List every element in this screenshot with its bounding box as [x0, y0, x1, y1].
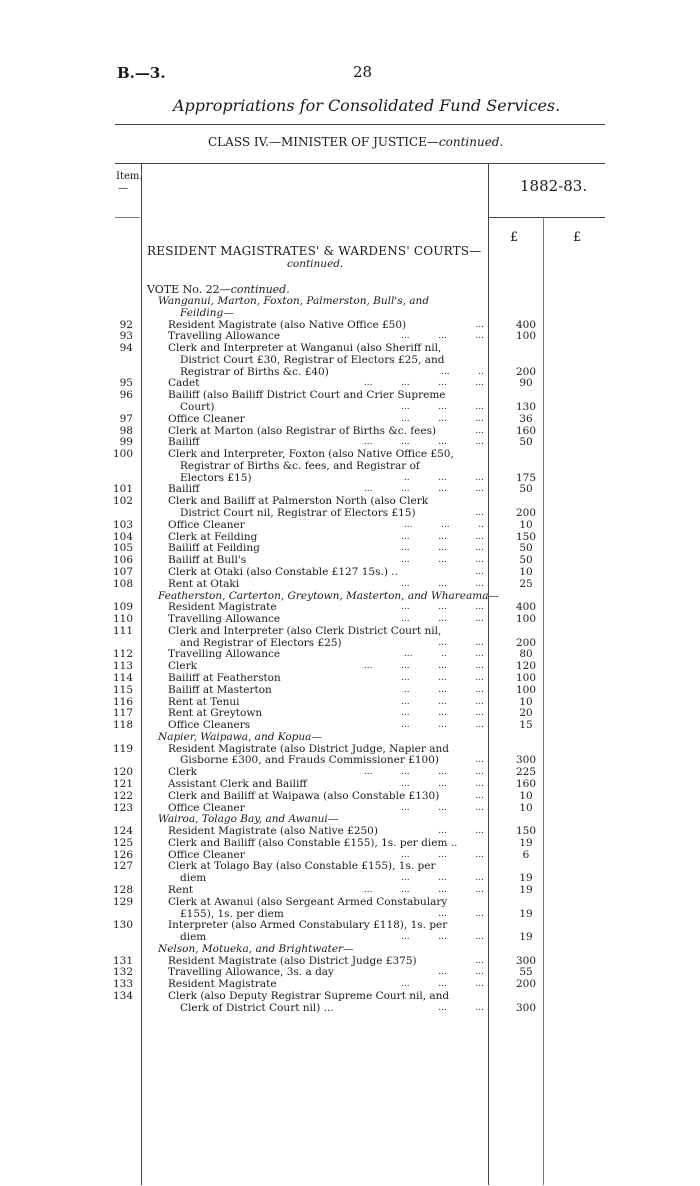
item-number: 129	[112, 895, 133, 908]
item-description: Clerk and Bailiff at Palmerston North (also Clerk	[168, 495, 429, 508]
item-number: 109	[112, 601, 133, 614]
item-number: 119	[112, 742, 133, 755]
amount-value: 55	[519, 966, 533, 979]
amount-value: 36	[519, 412, 533, 425]
vote-continued: continued.	[230, 283, 290, 296]
leader-dots: ... ... ...	[401, 402, 484, 413]
item-description: Resident Magistrate	[168, 601, 277, 614]
leader-dots: ...	[475, 955, 484, 966]
item-number: 108	[112, 577, 133, 590]
leader-dots: ... .. ...	[403, 649, 484, 660]
class-title	[208, 135, 503, 149]
document-code: B.—3.	[117, 64, 166, 82]
amount-value: 160	[515, 424, 537, 437]
item-number: 104	[112, 530, 133, 543]
amount-value: 100	[515, 671, 537, 684]
leader-dots: ...	[475, 566, 484, 577]
item-number: 133	[112, 978, 133, 991]
leader-dots: ... ...	[438, 908, 484, 919]
item-description: Travelling Allowance	[168, 330, 281, 343]
item-number: 121	[112, 777, 133, 790]
amount-value: 150	[515, 825, 537, 838]
item-description: Bailiff	[168, 436, 200, 449]
item-number: 125	[112, 836, 133, 849]
item-description: Rent at Otaki	[168, 577, 240, 590]
item-number: 92	[119, 318, 133, 331]
amount-value: 19	[519, 884, 533, 896]
leader-dots: ... ... ...	[401, 708, 484, 719]
item-number: 127	[112, 860, 133, 873]
item-description: Office Cleaner	[168, 412, 245, 425]
amount-value: 200	[515, 365, 537, 378]
item-description: Resident Magistrate	[168, 978, 277, 991]
item-description: Clerk of District Court nil) ...	[180, 1001, 334, 1014]
amount-value: 400	[515, 601, 537, 614]
item-description: Gisborne £300, and Frauds Commissioner £100)	[180, 754, 439, 767]
leader-dots: ... ... ...	[401, 849, 484, 860]
item-header-dash: —	[118, 183, 128, 194]
amount-value: 20	[519, 707, 533, 720]
item-description: Interpreter (also Armed Constabulary £118), 1s. per	[168, 919, 448, 932]
leader-dots: ... ... ...	[401, 555, 484, 566]
header-bottom-rule	[488, 217, 605, 218]
item-description: Clerk	[168, 660, 197, 673]
amount-value: 100	[515, 330, 537, 343]
item-number: 110	[112, 613, 133, 626]
leader-dots: ... ... ...	[401, 696, 484, 707]
left-stub-rule	[115, 217, 140, 218]
item-number: 134	[112, 990, 133, 1003]
item-number: 102	[112, 495, 133, 508]
item-number: 113	[112, 660, 133, 673]
item-number: 99	[119, 436, 133, 449]
item-description: Clerk and Interpreter (also Clerk District Court nil,	[168, 624, 442, 637]
amount-value: 10	[519, 695, 533, 708]
amount-value: 50	[519, 483, 533, 496]
item-description: Bailiff	[168, 483, 200, 496]
item-description: Wanganui, Marton, Foxton, Palmerston, Bull's, and	[158, 295, 430, 307]
amount-value: 50	[519, 436, 533, 449]
amount-value: 300	[515, 1001, 537, 1014]
item-number: 106	[112, 554, 133, 567]
leader-dots: ... ...	[438, 637, 484, 648]
leader-dots: ... ... ... ...	[363, 484, 484, 495]
item-description: Napier, Waipawa, and Kopua—	[158, 730, 322, 743]
leader-dots: ... ... ...	[401, 543, 484, 554]
amount-value: 6	[522, 848, 530, 861]
item-description: Registrar of Births &c. fees, and Registrar of	[180, 459, 420, 472]
amount-value: 300	[515, 754, 537, 767]
pound-sign-amount: £	[510, 230, 519, 245]
item-description: Clerk and Bailiff at Waipawa (also Constable £130)	[168, 789, 440, 802]
item-number: 107	[112, 565, 133, 578]
year-header: 1882-83.	[520, 177, 588, 195]
amount-value: 50	[519, 542, 533, 555]
item-description: Resident Magistrate (also District Judge, Napier and	[168, 742, 449, 755]
leader-dots: ... ... ...	[401, 802, 484, 813]
amount-value: 80	[519, 648, 533, 661]
item-description: Bailiff at Feilding	[168, 542, 260, 555]
item-description: Rent	[168, 884, 194, 896]
item-description: Clerk and Bailiff (also Constable £155), 1s. per diem ..	[168, 836, 458, 849]
item-description: Bailiff at Featherston	[168, 671, 281, 684]
item-description: Travelling Allowance	[168, 613, 281, 626]
leader-dots: ...	[475, 755, 484, 766]
amount-value: 200	[515, 636, 537, 649]
item-description: District Court £30, Registrar of Electors £25, and	[180, 353, 445, 366]
leader-dots: ...	[475, 319, 484, 330]
item-description: Clerk at Marton (also Registrar of Births &c. fees)	[168, 424, 437, 437]
item-description: Bailiff at Bull's	[168, 554, 247, 567]
item-number: 130	[112, 919, 133, 932]
amount-value: 100	[515, 683, 537, 696]
item-description: Feilding—	[180, 306, 234, 319]
item-description: Clerk at Feilding	[168, 530, 258, 543]
amount-value: 225	[515, 766, 537, 779]
amount-value: 130	[515, 401, 537, 414]
amount-value: 50	[519, 554, 533, 567]
item-number: 126	[112, 848, 133, 861]
leader-dots: ... ... ...	[401, 531, 484, 542]
item-number: 93	[119, 330, 133, 343]
item-description: Featherston, Carterton, Greytown, Masterton, and Whareama—	[158, 589, 499, 602]
page-number: 28	[353, 63, 373, 81]
class-title-suffix: continued.	[438, 135, 504, 149]
item-number: 131	[112, 954, 133, 967]
class-title-main: CLASS IV.—MINISTER OF JUSTICE—	[208, 135, 439, 149]
leader-dots: ... ... ... ...	[363, 767, 484, 778]
item-description: Clerk (also Deputy Registrar Supreme Court nil, and	[168, 990, 450, 1003]
amount-value: 19	[519, 836, 533, 849]
item-header: Item.	[116, 171, 143, 182]
amount-value: 200	[515, 978, 537, 991]
leader-dots: ...	[475, 425, 484, 436]
item-number: 100	[112, 448, 133, 461]
item-description: and Registrar of Electors £25)	[180, 636, 342, 649]
item-description: Clerk at Otaki (also Constable £127 15s.) ..	[168, 565, 398, 578]
leader-dots: ... ... ...	[401, 778, 484, 789]
item-column-divider	[141, 163, 142, 1185]
leader-dots: ... ... ...	[401, 979, 484, 990]
item-number: 112	[112, 648, 133, 661]
amount-value: 200	[515, 507, 537, 520]
amount-value: 90	[519, 377, 533, 390]
leader-dots: ... ... ...	[401, 932, 484, 943]
leader-dots: .. ... ...	[403, 472, 484, 483]
item-number: 96	[119, 389, 133, 402]
leader-dots: ... ...	[438, 1002, 484, 1013]
amount-value: 19	[519, 907, 533, 920]
amount-value: 25	[519, 577, 533, 590]
item-description: Wairoa, Tolago Bay, and Awanui—	[158, 813, 339, 826]
amount-value: 10	[519, 565, 533, 578]
item-description: Office Cleaners	[168, 719, 251, 732]
item-description: Nelson, Motueka, and Brightwater—	[158, 942, 354, 955]
item-number: 120	[112, 766, 133, 779]
item-number: 103	[112, 518, 133, 531]
item-description: Cadet	[168, 377, 200, 390]
item-description: Clerk	[168, 766, 197, 779]
item-number: 94	[119, 342, 133, 355]
item-description: Electors £15)	[180, 471, 252, 484]
leader-dots: ... ... ...	[401, 873, 484, 884]
item-description: Resident Magistrate (also Native £250)	[168, 825, 378, 838]
leader-dots: ... ... ...	[401, 602, 484, 613]
item-description: District Court nil, Registrar of Electors £15)	[180, 507, 416, 520]
section-heading: RESIDENT MAGISTRATES' & WARDENS' COURTS—	[147, 244, 482, 258]
leader-dots: ...	[475, 790, 484, 801]
amount-value: 10	[519, 789, 533, 802]
item-number: 116	[112, 695, 133, 708]
item-description: Rent at Greytown	[168, 707, 263, 720]
leader-dots: ... ..	[441, 366, 484, 377]
leader-dots: ... ... ...	[401, 614, 484, 625]
item-description: Bailiff (also Bailiff District Court and Crier Supreme	[168, 389, 446, 402]
item-description: diem	[180, 931, 207, 944]
item-description: Clerk at Awanui (also Sergeant Armed Constabulary	[168, 895, 448, 908]
item-number: 95	[119, 377, 133, 390]
item-description: Assistant Clerk and Bailiff	[168, 777, 307, 790]
top-rule	[115, 124, 605, 125]
amount-value: 300	[515, 954, 537, 967]
item-number: 111	[112, 624, 133, 637]
item-description: Court)	[180, 401, 215, 414]
item-description: Office Cleaner	[168, 848, 245, 861]
leader-dots: ... ... ... ...	[363, 378, 484, 389]
item-description: Office Cleaner	[168, 801, 245, 814]
item-description: Travelling Allowance	[168, 648, 281, 661]
item-number: 128	[112, 884, 133, 896]
item-number: 97	[119, 412, 133, 425]
leader-dots: ...	[475, 508, 484, 519]
item-number: 132	[112, 966, 133, 979]
amount-value: 100	[515, 613, 537, 626]
item-number: 105	[112, 542, 133, 555]
item-description: Clerk at Tolago Bay (also Constable £155), 1s. per	[168, 860, 436, 873]
item-description: Registrar of Births &c. £40)	[180, 365, 329, 378]
table-top-rule	[115, 163, 605, 164]
item-description: £155), 1s. per diem	[180, 907, 284, 920]
item-number: 114	[112, 671, 133, 684]
item-number: 98	[119, 424, 133, 437]
leader-dots: ... ... ... ...	[363, 885, 484, 895]
leader-dots: ... ...	[438, 826, 484, 837]
leader-dots: ... ... ..	[403, 519, 484, 530]
section-continued: continued.	[287, 258, 344, 270]
amount-value: 19	[519, 872, 533, 885]
leader-dots: ... ... ... ...	[363, 661, 484, 672]
leader-dots: ... ... ...	[401, 578, 484, 589]
item-number: 117	[112, 707, 133, 720]
leader-dots: ... ... ... ...	[363, 437, 484, 448]
amount-value: 10	[519, 518, 533, 531]
item-description: Rent at Tenui	[168, 695, 240, 708]
amount-value: 400	[515, 318, 537, 331]
leader-dots: .. ... ...	[403, 684, 484, 695]
page-title: Appropriations for Consolidated Fund Services.	[173, 96, 561, 115]
item-description: Clerk and Interpreter at Wanganui (also Sheriff nil,	[168, 342, 442, 355]
item-description: Resident Magistrate (also Native Office £50)	[168, 318, 407, 331]
amount-value: 19	[519, 931, 533, 944]
item-description: Office Cleaner	[168, 518, 245, 531]
leader-dots: ... ... ...	[401, 331, 484, 342]
item-description: Travelling Allowance, 3s. a day	[168, 966, 334, 979]
leader-dots: ... ... ...	[401, 720, 484, 731]
item-description: Clerk and Interpreter, Foxton (also Native Office £50,	[168, 448, 454, 461]
amount-value: 10	[519, 801, 533, 814]
leader-dots: ... ...	[438, 967, 484, 978]
pound-sign-total: £	[573, 230, 582, 245]
amount-value: 160	[515, 777, 537, 790]
item-description: Resident Magistrate (also District Judge £375)	[168, 954, 417, 967]
item-number: 124	[112, 825, 133, 838]
leader-dots: ... ... ...	[401, 413, 484, 424]
amount-column-divider	[488, 163, 489, 1185]
item-number: 123	[112, 801, 133, 814]
item-number: 122	[112, 789, 133, 802]
leader-dots: ... ... ...	[401, 672, 484, 683]
item-number: 101	[112, 483, 133, 496]
amount-value: 15	[519, 719, 533, 732]
vote-label: VOTE No. 22—	[147, 283, 231, 296]
item-description: Bailiff at Masterton	[168, 683, 272, 696]
item-description: diem	[180, 872, 207, 885]
amount-value: 120	[515, 660, 537, 673]
item-number: 115	[112, 683, 133, 696]
amount-value: 150	[515, 530, 537, 543]
item-number: 118	[112, 719, 133, 732]
amount-value: 175	[515, 471, 537, 484]
